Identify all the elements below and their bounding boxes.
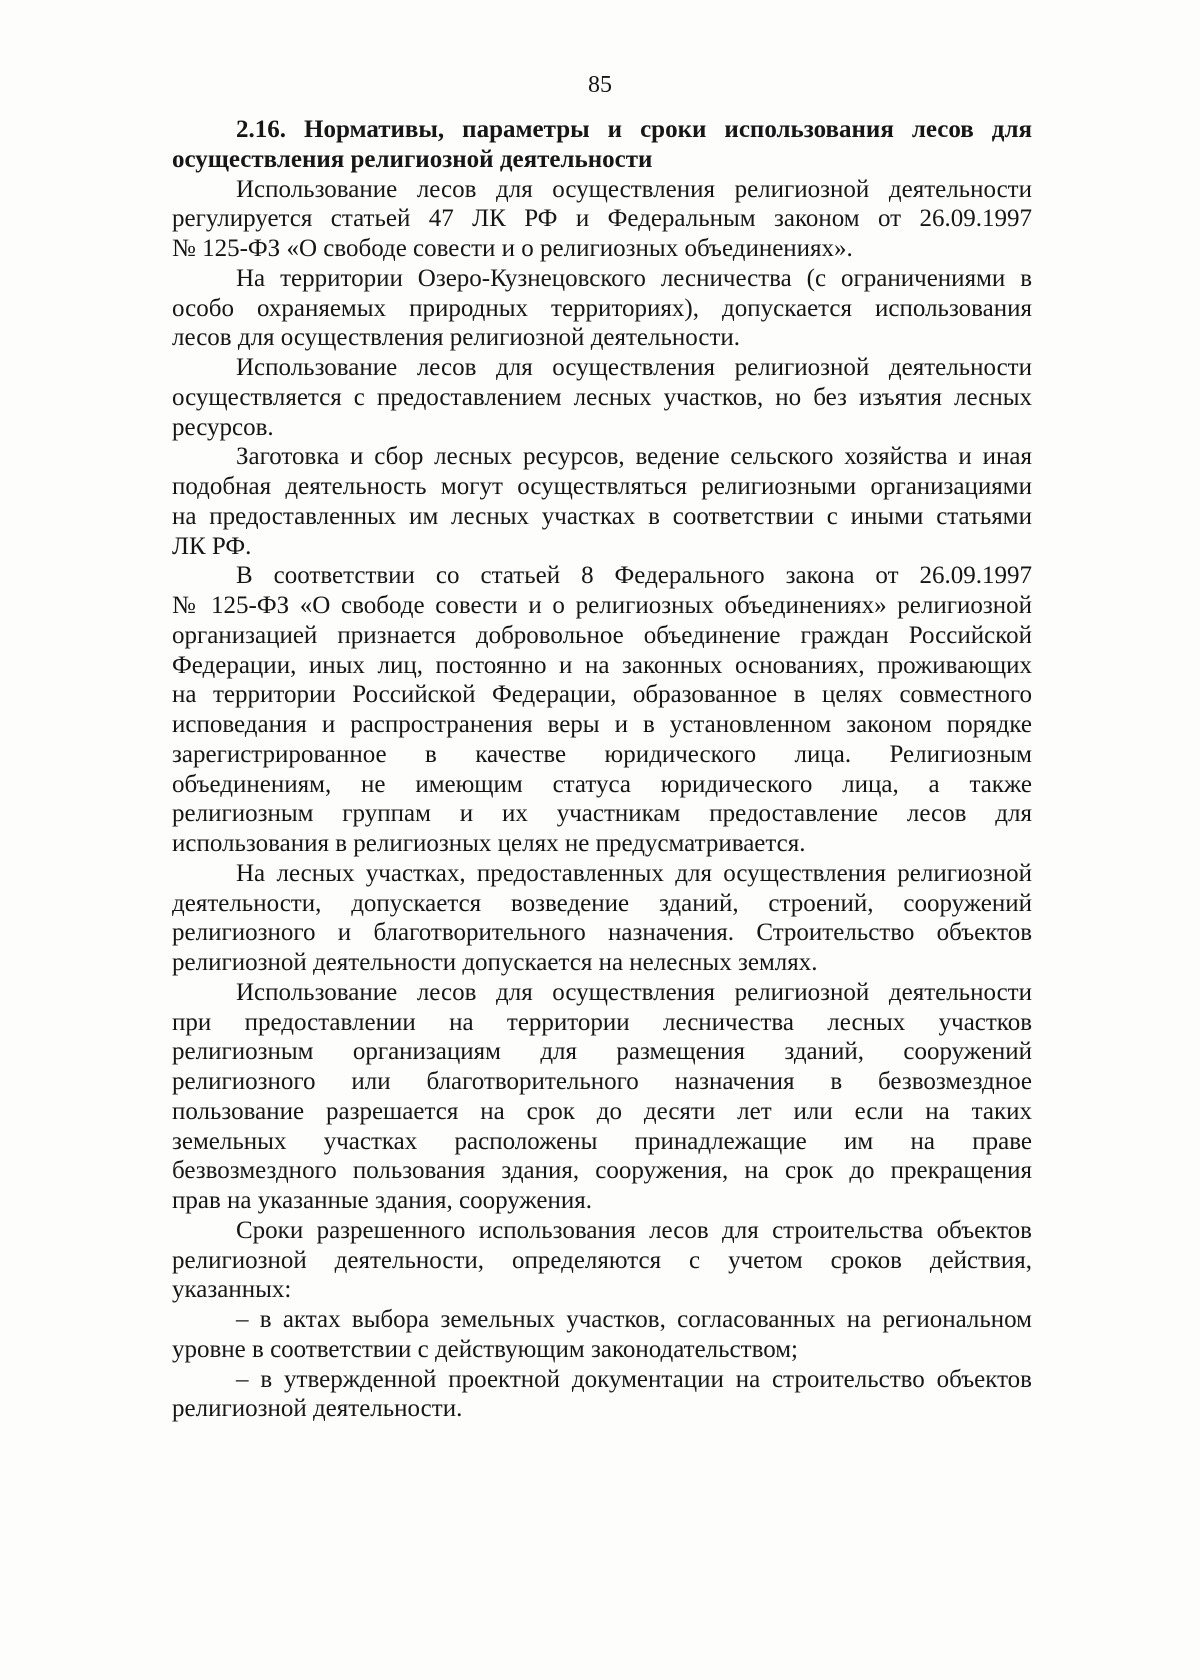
paragraph-line: лесов для осуществления религиозной деятельности. xyxy=(172,324,741,352)
paragraph-line: Использование лесов для осуществления религиозной деятельности xyxy=(236,354,1032,381)
list-item-line: – в актах выбора земельных участков, согласованных на региональном xyxy=(236,1306,1032,1333)
paragraph xyxy=(172,1216,1032,1305)
list-item-line: уровне в соответствии с действующим законодательством; xyxy=(172,1335,799,1363)
list-item-line: религиозной деятельности. xyxy=(172,1395,463,1423)
paragraph-line: деятельности, допускается возведение зданий, строений, сооружений xyxy=(172,889,1032,917)
paragraph-line: безвозмездного пользования здания, сооружения, на срок до прекращения xyxy=(172,1157,1032,1185)
paragraph xyxy=(172,978,1032,1216)
paragraph-line: Сроки разрешенного использования лесов для строительства объектов xyxy=(236,1216,1032,1244)
paragraph-line: на территории Российской Федерации, образованное в целях совместного xyxy=(172,681,1032,709)
paragraph-line: № 125-ФЗ «О свободе совести и о религиозных объединениях» религиозной xyxy=(172,592,1032,619)
paragraph-line: религиозного или благотворительного назначения в безвозмездное xyxy=(172,1068,1032,1095)
paragraph xyxy=(172,175,1032,264)
paragraph-line: использования в религиозных целях не предусматривается. xyxy=(172,830,806,857)
paragraph-line: особо охраняемых природных территориях), допускается использования xyxy=(172,294,1032,322)
section-body xyxy=(172,115,1032,1424)
list-item xyxy=(172,1365,1032,1425)
paragraph-line: На лесных участках, предоставленных для осуществления религиозной xyxy=(236,859,1032,887)
paragraph-line: указанных: xyxy=(172,1276,292,1304)
list-item-line: – в утвержденной проектной документации на строительство объектов xyxy=(236,1365,1032,1393)
heading-line: осуществления религиозной деятельности xyxy=(172,145,653,173)
paragraph xyxy=(172,353,1032,442)
paragraph-line: Использование лесов для осуществления религиозной деятельности xyxy=(236,978,1032,1006)
paragraph-line: религиозным организациям для размещения зданий, сооружений xyxy=(172,1038,1032,1066)
paragraph-line: земельных участках расположены принадлежащие им на праве xyxy=(172,1127,1032,1155)
paragraph-line: при предоставлении на территории лесничества лесных участков xyxy=(172,1008,1032,1036)
paragraph xyxy=(172,442,1032,561)
paragraph-line: организацией признается добровольное объединение граждан Российской xyxy=(172,621,1032,649)
section-heading xyxy=(172,115,1032,175)
paragraph-line: ЛК РФ. xyxy=(172,532,252,560)
paragraph-line: пользование разрешается на срок до десяти лет или если на таких xyxy=(172,1097,1032,1125)
paragraph-line: исповедания и распространения веры и в установленном законом порядке xyxy=(172,711,1032,738)
paragraph-line: № 125-ФЗ «О свободе совести и о религиозных объединениях». xyxy=(172,235,853,262)
paragraph xyxy=(172,859,1032,978)
paragraph-line: религиозным группам и их участникам предоставление лесов для xyxy=(172,800,1032,828)
paragraph-line: В соответствии со статьей 8 Федерального закона от 26.09.1997 xyxy=(236,562,1032,590)
paragraph-line: ресурсов. xyxy=(172,413,274,441)
list-item xyxy=(172,1305,1032,1365)
paragraph-line: Федерации, иных лиц, постоянно и на законных основаниях, проживающих xyxy=(172,651,1032,679)
paragraph-line: осуществляется с предоставлением лесных участков, но без изъятия лесных xyxy=(172,383,1032,411)
paragraph-line: Заготовка и сбор лесных ресурсов, ведение сельского хозяйства и иная xyxy=(236,443,1032,471)
paragraph xyxy=(172,264,1032,353)
paragraph-line: объединениям, не имеющим статуса юридического лица, а также xyxy=(172,770,1032,798)
paragraph-line: религиозного и благотворительного назначения. Строительство объектов xyxy=(172,919,1032,947)
paragraph-line: регулируется статьей 47 ЛК РФ и Федеральным законом от 26.09.1997 xyxy=(172,205,1032,233)
paragraph-line: зарегистрированное в качестве юридического лица. Религиозным xyxy=(172,740,1032,768)
paragraph-line: религиозной деятельности допускается на нелесных землях. xyxy=(172,949,818,976)
paragraph-line: на предоставленных им лесных участках в соответствии с иными статьями xyxy=(172,502,1032,530)
paragraph-line: подобная деятельность могут осуществляться религиозными организациями xyxy=(172,473,1032,500)
paragraph-line: прав на указанные здания, сооружения. xyxy=(172,1187,592,1214)
paragraph-line: Использование лесов для осуществления религиозной деятельности xyxy=(236,175,1032,203)
paragraph-line: На территории Озеро-Кузнецовского лесничества (с ограничениями в xyxy=(236,264,1032,292)
paragraph-line: религиозной деятельности, определяются с учетом сроков действия, xyxy=(172,1246,1032,1274)
heading-line: 2.16. Нормативы, параметры и сроки использования лесов для xyxy=(236,116,1032,143)
page-number: 85 xyxy=(588,72,612,98)
paragraph xyxy=(172,561,1032,859)
